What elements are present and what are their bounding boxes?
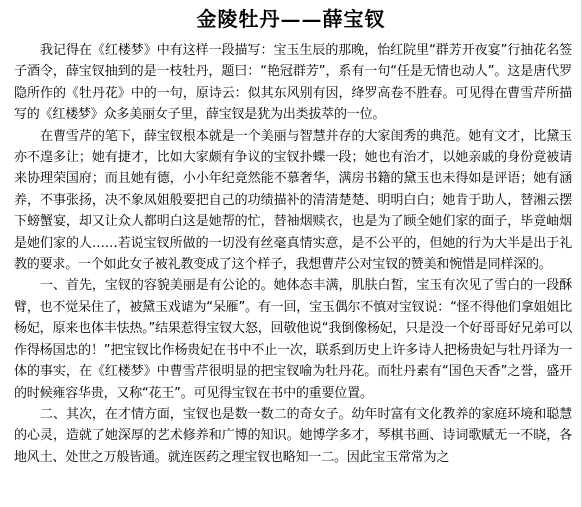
paragraph-beauty: 一、首先，宝钗的容貌美丽是有公论的。她体态丰满，肌肤白皙，宝玉有次见了雪白的一段酥臂，也不觉呆住了，被黛玉戏谑为“呆雁”。有一回，宝玉偶尔不慎对宝钗说：“怪不得他们拿姐姐比杨妃，原来也体丰怯热。”结果惹得宝钗大怒，回敬他说“我倒像杨妃，只是没一个好哥哥好兄弟可以作得杨国忠的！”把宝钗比作杨贵妃在书中不止一次，联系到历史上许多诗人把杨贵妃与牡丹译为一体的事实，在《红楼梦》中曹雪芹很明显的把宝钗喻为牡丹花。而牡丹素有“国色天香”之誉，盛开的时候雍容华贵，又称“花王”。可见得宝钗在书中的重要位置。 <box>14 278 572 401</box>
paragraph-character: 在曹雪芹的笔下，薛宝钗根本就是一个美丽与智慧并存的大家闺秀的典范。她有文才，比黛玉亦不遑多让；她有捷才，比如大家颇有争议的宝钗扑蝶一段；她也有治才，以她亲戚的身份竟被请来协理荣国府；而且她有德，小小年纪竟然能不慕奢华，满房书籍的黛玉也未得如是评语；她有涵养，不事张扬，决不象凤姐般要把自己的功绩描补的清清楚楚、明明白白；她肯于助人，替湘云摆下螃蟹宴，却又让众人都明白这是她帮的忙，替袖烟赎衣，也是为了顾全她们家的面子，毕竟岫烟是她们家的人……若说宝钗所做的一切没有丝毫真情实意，是不公平的，但她的行为大半是出于礼教的要求。一个如此女子被礼教变成了这个样子，我想曹芹公对宝钗的赞美和惋惜是同样深的。 <box>14 128 572 273</box>
paragraph-talent: 二、其次，在才情方面，宝钗也是数一数二的奇女子。幼年时富有文化教养的家庭环境和聪慧的心灵，造就了她深厚的艺术修养和广博的知识。她博学多才，琴棋书画、诗词歌赋无一不晓，各地风土、处世之万般皆通。就连医药之理宝钗也略知一二。因此宝玉常常为之 <box>14 406 572 465</box>
article-title: 金陵牡丹——薛宝钗 <box>196 7 386 31</box>
paragraph-intro: 我记得在《红楼梦》中有这样一段描写：宝玉生辰的那晚，怡红院里“群芳开夜宴”行抽花名签子酒令，薛宝钗抽到的是一枝牡丹，题曰：“艳冠群芳”，系有一句“任是无情也动人”。这是唐代罗隐所作的《牡丹花》中的一句，原诗云：似其东风别有因，绛罗高卷不胜春。可见得在曹雪芹所描写的《红楼梦》众多美丽女子里，薛宝钗是犹为出类拔萃的一位。 <box>14 43 572 123</box>
article-body <box>14 40 572 468</box>
